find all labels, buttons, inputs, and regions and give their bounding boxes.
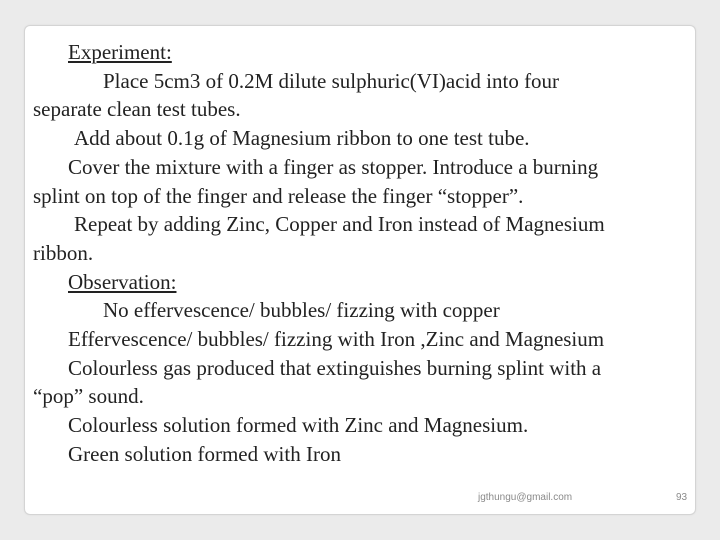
footer-email: jgthungu@gmail.com (478, 492, 573, 503)
page-number: 93 (676, 492, 688, 503)
text-line: Repeat by adding Zinc, Copper and Iron instead of Magnesium (74, 212, 605, 237)
text-line: ribbon. (33, 240, 94, 265)
text-line: Colourless solution formed with Zinc and Magnesium. (68, 413, 529, 438)
slide (24, 25, 696, 515)
text-line: “pop” sound. (33, 384, 144, 409)
text-line: splint on top of the finger and release the finger “stopper”. (33, 183, 524, 208)
text-line: No effervescence/ bubbles/ fizzing with copper (103, 298, 500, 323)
text-line: Effervescence/ bubbles/ fizzing with Iron ,Zinc and Magnesium (68, 327, 605, 352)
text-line: Green solution formed with Iron (68, 441, 341, 466)
heading-observation: Observation: (68, 269, 177, 294)
text-line: Place 5cm3 of 0.2M dilute sulphuric(VI)acid into four (103, 68, 560, 93)
text-line: separate clean test tubes. (33, 97, 241, 122)
heading-experiment: Experiment: (68, 40, 172, 64)
text-line: Cover the mixture with a finger as stopper. Introduce a burning (68, 154, 599, 179)
slide-body (33, 38, 693, 469)
text-line: Colourless gas produced that extinguishes burning splint with a (68, 355, 602, 380)
text-line: Add about 0.1g of Magnesium ribbon to one test tube. (74, 126, 530, 151)
